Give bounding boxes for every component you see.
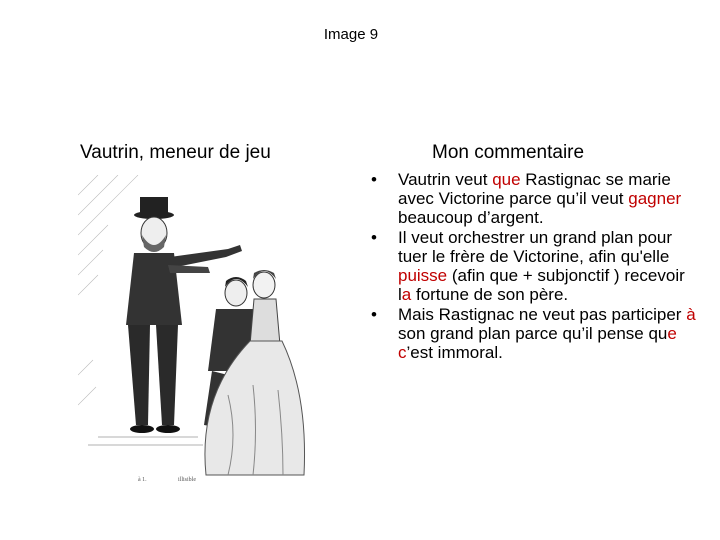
highlighted-word: e xyxy=(667,324,677,343)
text-segment: fortune de son père. xyxy=(411,285,569,304)
bullet-icon: • xyxy=(371,228,377,247)
bullet-icon: • xyxy=(371,170,377,189)
text-segment: (afin que + subjonctif ) recevoir l xyxy=(398,266,685,304)
highlighted-word: c xyxy=(398,343,407,362)
text-segment: ’est immoral. xyxy=(406,343,503,362)
text-segment: Il veut orchestrer un grand plan pour tuer le frère de Victorine, afin qu'elle xyxy=(398,228,673,266)
ground xyxy=(88,437,203,445)
bullet-icon: • xyxy=(371,305,377,324)
text-segment: beaucoup d’argent. xyxy=(398,208,544,227)
caption-left: à 1. xyxy=(138,477,147,483)
text-segment: son grand plan parce qu’il pense qu xyxy=(398,324,668,343)
caption-right: illisible xyxy=(178,477,196,483)
commentary-item xyxy=(366,228,696,304)
hatching-background xyxy=(78,175,138,405)
text-segment: Mais Rastignac ne veut pas participer xyxy=(398,305,687,324)
text-segment: Rastignac se marie avec Victorine parce qu’il veut xyxy=(398,170,671,208)
commentary-item xyxy=(366,305,696,362)
victorine-figure xyxy=(205,270,305,475)
highlighted-word: gagner xyxy=(628,189,682,208)
engraving-illustration xyxy=(78,175,306,485)
illustration-heading: Vautrin, meneur de jeu xyxy=(80,142,271,163)
highlighted-word: puisse xyxy=(398,266,448,285)
commentary-item xyxy=(366,170,696,227)
highlighted-word: a xyxy=(401,285,412,304)
text-segment: Vautrin veut xyxy=(398,170,493,189)
highlighted-word: que xyxy=(492,170,521,189)
commentary-list xyxy=(366,170,696,363)
slide-title: Image 9 xyxy=(323,26,379,43)
commentary-heading: Mon commentaire xyxy=(432,142,585,163)
highlighted-word: à xyxy=(686,305,696,324)
